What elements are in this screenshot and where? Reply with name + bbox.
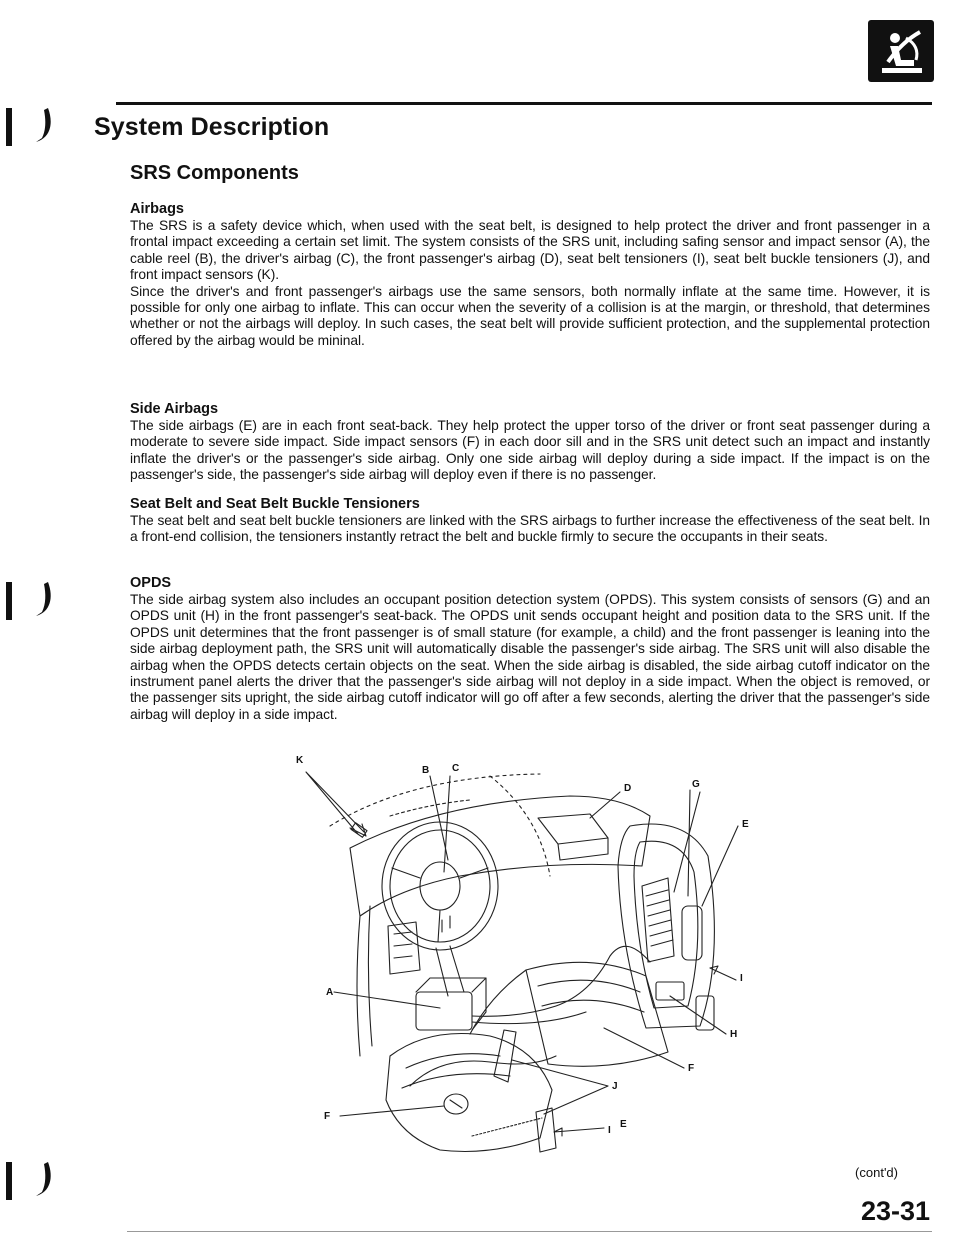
srs-illustration — [290, 756, 750, 1168]
airbags-section — [130, 201, 930, 349]
airbag-icon — [868, 20, 934, 82]
label-i-lower: I — [608, 1125, 611, 1136]
margin-mark — [2, 568, 74, 632]
tensioners-paragraph: The seat belt and seat belt buckle tensioners are linked with the SRS airbags to further increase the effectiveness of the seat belt. In a front-end collision, the tensioners instantly retract the belt and buckle firmly to secure the occupants in their seats. — [130, 513, 930, 545]
continued-note: (cont'd) — [855, 1165, 898, 1180]
label-d: D — [624, 783, 632, 794]
label-e-lower: E — [620, 1119, 627, 1130]
airbags-paragraph-2: Since the driver's and front passenger's airbags use the same sensors, both normally inflate at the same time. However, it is possible for only one airbag to inflate. This can occur when the severity of a collision is at the margin, or threshold, that determines whether or not the airbags will deploy. In such cases, the seat belt will provide sufficient protection, and the supplemental protection offered by the airbag would be mininal. — [130, 283, 930, 348]
tensioners-heading: Seat Belt and Seat Belt Buckle Tensioners — [130, 496, 420, 512]
label-a: A — [326, 987, 334, 998]
label-b: B — [422, 765, 430, 776]
page-title: System Description — [94, 113, 330, 141]
footer-rule — [127, 1231, 932, 1232]
label-f-right: F — [688, 1063, 695, 1074]
side-airbags-heading: Side Airbags — [130, 401, 219, 417]
header-rule — [116, 102, 932, 105]
opds-heading: OPDS — [130, 575, 172, 591]
margin-mark — [2, 94, 74, 158]
label-e-upper: E — [742, 819, 749, 830]
side-airbags-section — [130, 401, 930, 484]
margin-mark — [2, 1148, 74, 1212]
label-h: H — [730, 1029, 738, 1040]
opds-section — [130, 575, 930, 723]
airbags-heading: Airbags — [130, 201, 184, 217]
label-c: C — [452, 763, 460, 774]
label-k: K — [296, 755, 304, 766]
opds-paragraph: The side airbag system also includes an occupant position detection system (OPDS). This system consists of sensors (G) and an OPDS unit (H) in the front passenger's seat-back. The OPDS unit sends occupant height and position data to the SRS unit. If the OPDS unit determines that the front passenger is of small stature (for example, a child) and the front passenger is leaning into the side airbag deployment path, the SRS unit will automatically disable the passenger's side airbag. The SRS unit will also disable the airbag when the OPDS detects certain objects on the seat. When the side airbag is disabled, the side airbag cutoff indicator on the instrument panel alerts the driver that the passenger's side airbag will not deploy in a side impact. When the object is removed, or the passenger sits upright, the side airbag cutoff indicator will go off after a few seconds, alerting the driver that the passenger's side airbag will deploy in a side impact. — [130, 592, 930, 722]
side-airbags-paragraph: The side airbags (E) are in each front seat-back. They help protect the upper torso of the driver or front seat passenger during a moderate to severe side impact. Side impact sensors (F) in each door sill and in the SRS unit detect such an impact and instantly inflate the driver's or the passenger's side airbag. Only one side airbag will deploy during a side impact. If the impact is on the passenger's side, the passenger's side airbag will deploy even if there is no passenger. — [130, 418, 930, 483]
airbags-paragraph-1: The SRS is a safety device which, when used with the seat belt, is designed to help protect the driver and front passenger in a frontal impact exceeding a certain set limit. The system consists of the SRS unit, including safing sensor and impact sensor (A), the cable reel (B), the driver's airbag (C), the front passenger's airbag (D), seat belt tensioners (I), seat belt buckle tensioners (J), and front impact sensors (K). — [130, 218, 930, 283]
section-title: SRS Components — [130, 162, 299, 184]
page-number: 23-31 — [860, 1196, 930, 1226]
label-i-upper: I — [740, 973, 743, 984]
tensioners-section — [130, 496, 930, 546]
label-g: G — [692, 779, 700, 790]
label-j: J — [612, 1081, 618, 1092]
srs-component-diagram — [290, 756, 750, 1168]
label-f-left: F — [324, 1111, 331, 1122]
